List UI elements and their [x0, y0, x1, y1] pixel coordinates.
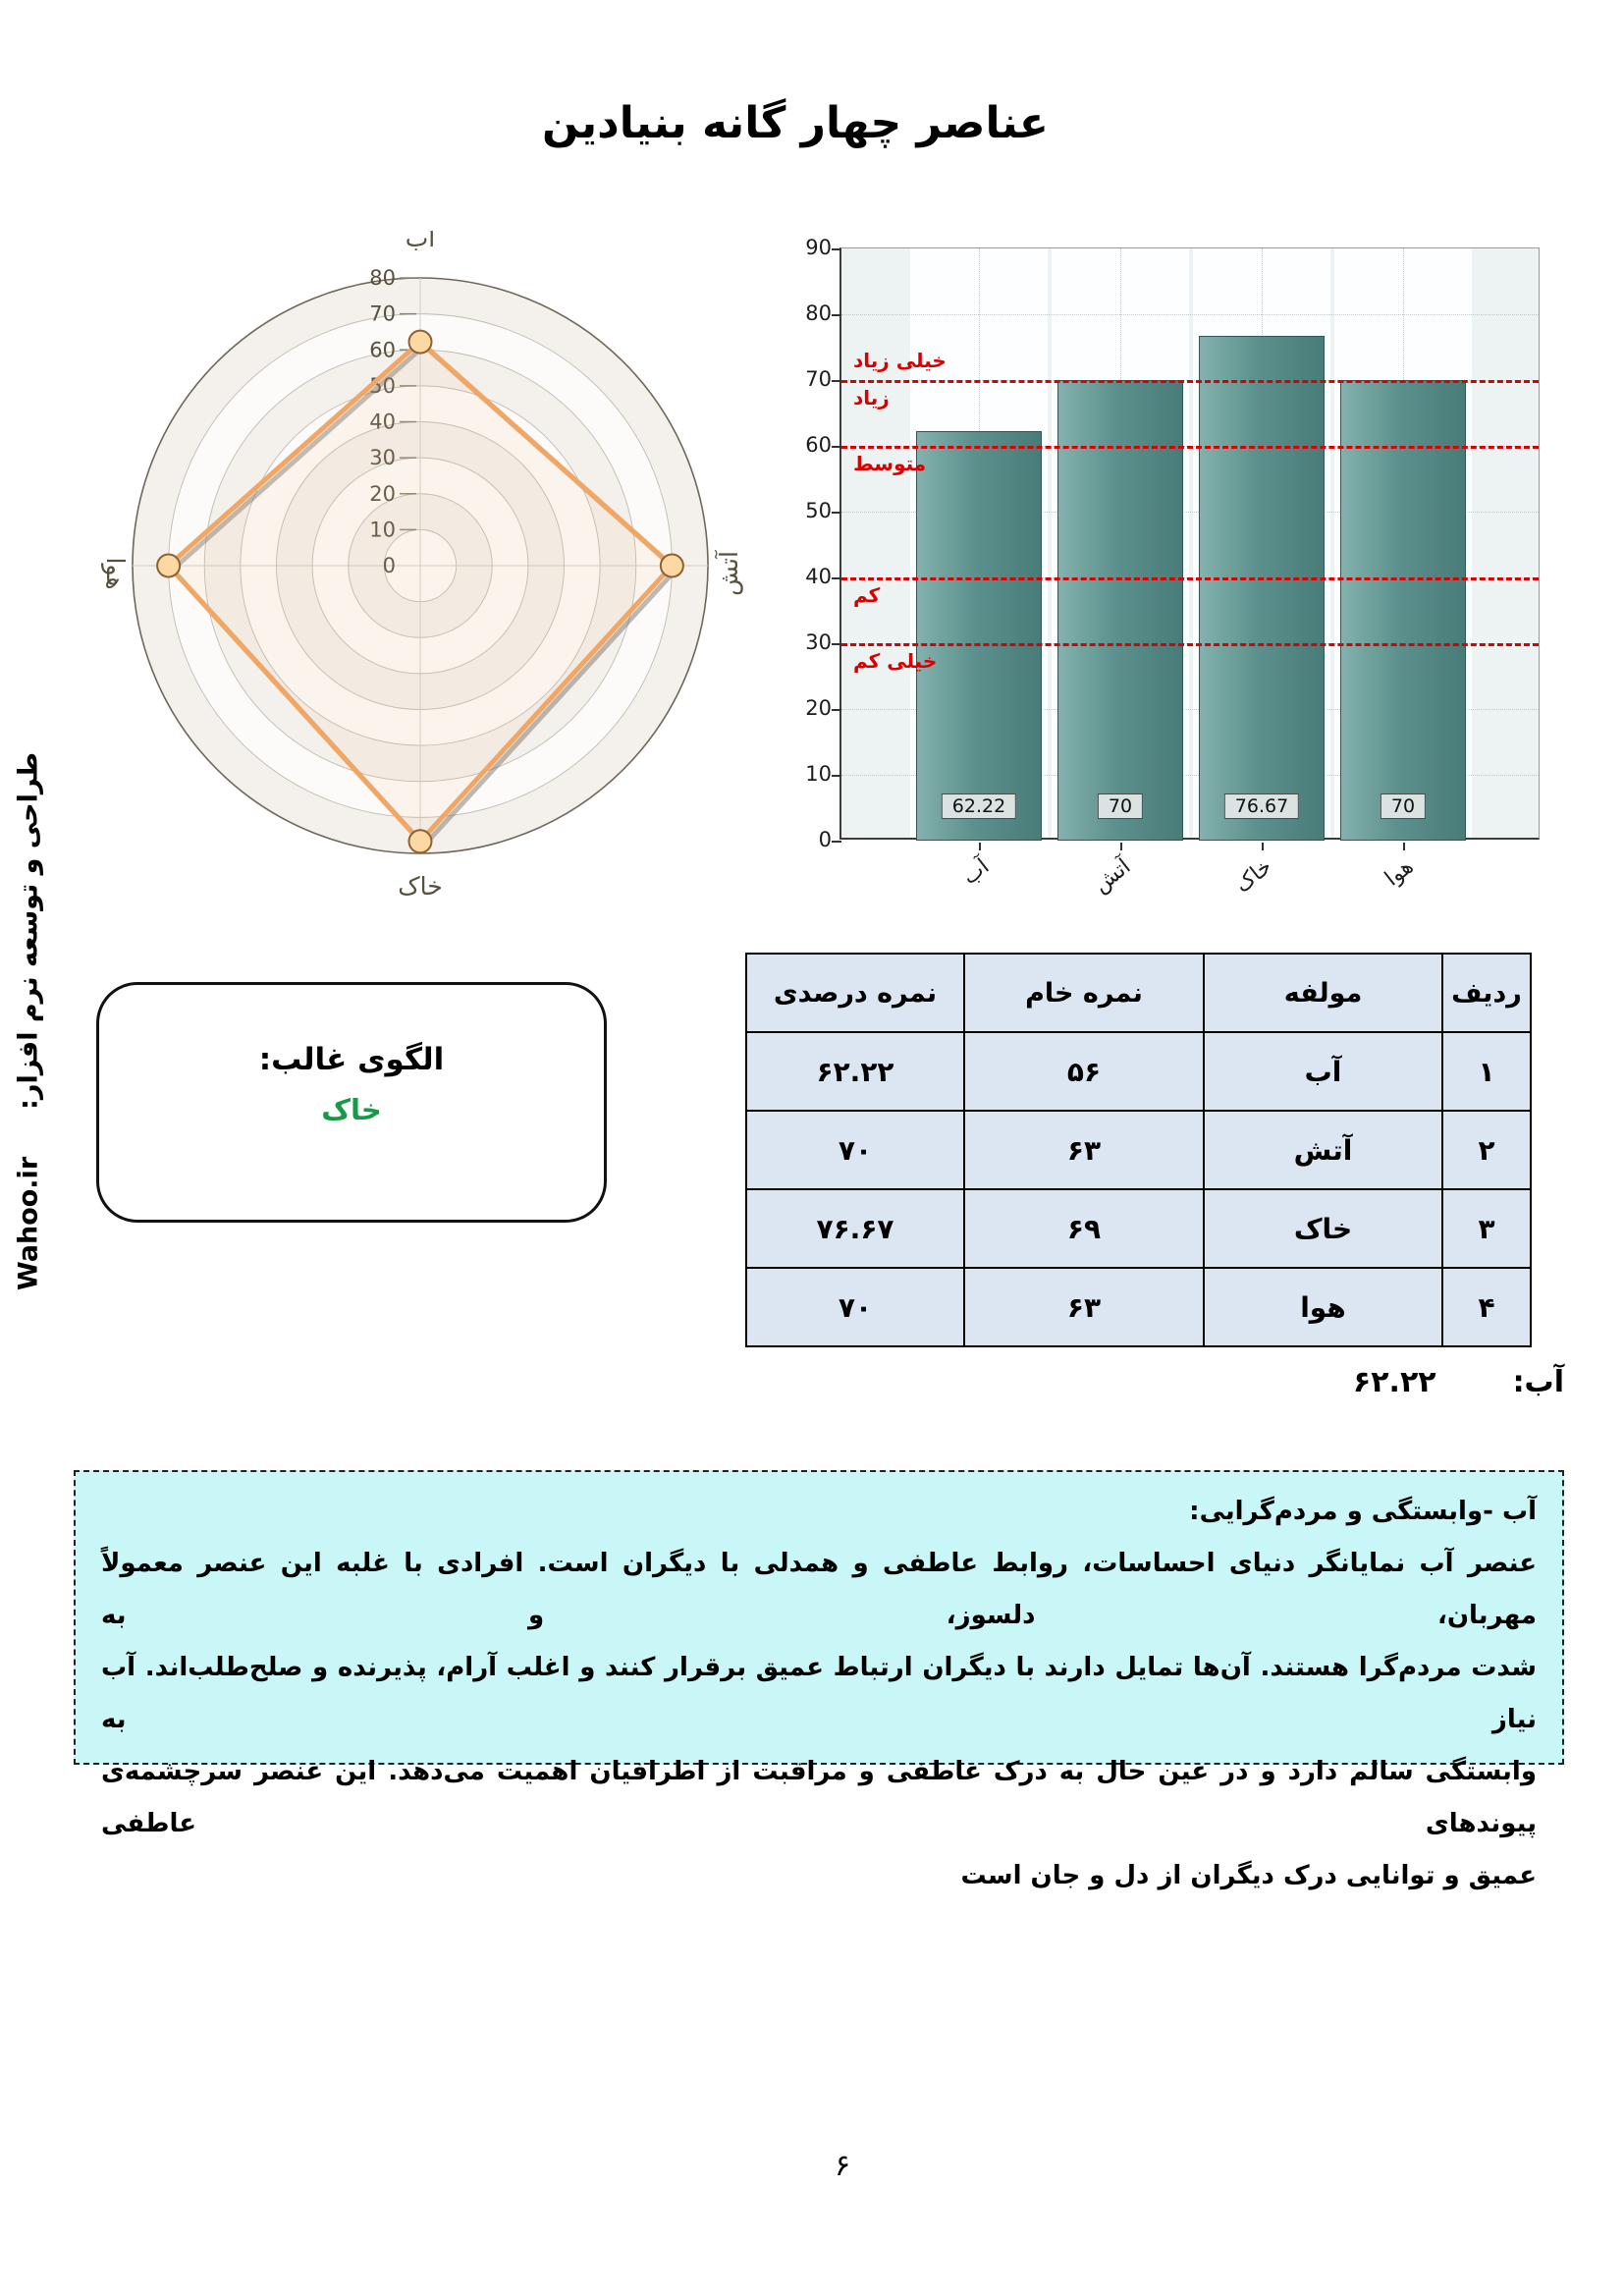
table-cell: ۱ — [1442, 1032, 1531, 1111]
y-axis-label: 30 — [805, 630, 832, 654]
y-axis-tick — [832, 841, 841, 843]
bar — [1057, 380, 1183, 841]
x-axis-label: آتش — [1089, 854, 1136, 899]
radar-tick-label: 80 — [369, 266, 396, 290]
bar — [916, 431, 1042, 841]
y-axis-tick — [832, 775, 841, 777]
water-score-line — [1139, 1365, 1564, 1399]
y-axis-label: 10 — [805, 762, 832, 786]
y-axis-tick — [832, 709, 841, 711]
y-axis-tick — [832, 248, 841, 250]
table-cell: آب — [1204, 1032, 1442, 1111]
radar-chart — [83, 231, 761, 918]
radar-tick-label: 70 — [369, 301, 396, 326]
threshold-line — [841, 446, 1539, 449]
table-cell: ۶۲.۲۲ — [746, 1032, 964, 1111]
bar-value-label: 62.22 — [942, 793, 1016, 819]
table-cell: هوا — [1204, 1268, 1442, 1346]
table-cell: ۲ — [1442, 1111, 1531, 1189]
designer-credit-site: Wahoo.ir — [13, 1156, 44, 1291]
designer-credit-text: طراحی و توسعه نرم افزار: — [13, 751, 44, 1110]
x-axis-label: خاک — [1230, 854, 1277, 899]
table-cell: ۵۶ — [964, 1032, 1204, 1111]
threshold-label: زیاد — [853, 386, 890, 410]
x-axis-tick — [979, 843, 981, 850]
table-cell: ۷۶.۶۷ — [746, 1189, 964, 1268]
description-line: شدت مردم‌گرا هستند. آن‌ها تمایل دارند با دیگران ارتباط عمیق برقرار کنند و اغلب آرام، پذیرنده و صلح‌طلب‌اند. آب نیاز به — [101, 1653, 1537, 1734]
water-description-box — [74, 1470, 1564, 1890]
dominant-pattern-value: خاک — [321, 1093, 382, 1126]
radar-chart-svg — [83, 231, 761, 918]
radar-marker — [409, 331, 432, 354]
y-axis-label: 90 — [805, 236, 832, 259]
y-axis-tick — [832, 314, 841, 316]
designer-credit — [14, 752, 44, 1290]
x-axis-tick — [1262, 843, 1264, 850]
table-row — [746, 1268, 1531, 1346]
radar-axis-name: خاک — [398, 872, 443, 901]
table-cell: ۴ — [1442, 1268, 1531, 1346]
table-cell: ۶۳ — [964, 1268, 1204, 1346]
y-axis-label: 80 — [805, 301, 832, 325]
y-axis-tick — [832, 446, 841, 448]
col-header-component: مولفه — [1204, 954, 1442, 1032]
y-axis-tick — [832, 380, 841, 382]
y-axis-label: 60 — [805, 433, 832, 457]
radar-marker — [409, 830, 432, 852]
threshold-label: خیلی کم — [853, 649, 938, 673]
radar-marker — [661, 555, 683, 577]
bar-value-label: 70 — [1098, 793, 1143, 819]
x-axis-label: هوا — [1380, 854, 1419, 892]
threshold-line — [841, 643, 1539, 646]
y-axis-label: 70 — [805, 367, 832, 391]
table-cell: ۷۰ — [746, 1268, 964, 1346]
description-title: آب -وابستگی و مردم‌گرایی: — [1189, 1497, 1537, 1526]
table-header-row — [746, 954, 1531, 1032]
table-cell: ۷۰ — [746, 1111, 964, 1189]
description-line: عمیق و توانایی درک دیگران از دل و جان است — [960, 1861, 1537, 1890]
table-cell: آتش — [1204, 1111, 1442, 1189]
table-cell: خاک — [1204, 1189, 1442, 1268]
x-axis-tick — [1403, 843, 1405, 850]
y-axis-label: 0 — [818, 828, 832, 851]
page-number: ۶ — [834, 2149, 851, 2183]
y-axis-tick — [832, 643, 841, 645]
threshold-label: متوسط — [853, 452, 927, 475]
table-cell: ۶۳ — [964, 1111, 1204, 1189]
table-row — [746, 1189, 1531, 1268]
threshold-line — [841, 577, 1539, 580]
y-axis-tick — [832, 512, 841, 514]
radar-tick-label: 60 — [369, 338, 396, 362]
bar — [1340, 380, 1466, 841]
y-axis-label: 50 — [805, 499, 832, 522]
description-line: عنصر آب نمایانگر دنیای احساسات، روابط عاطفی و همدلی با دیگران است. افرادی با غلبه این عنصر معمولاً مهربان، دلسوز، و به — [101, 1549, 1537, 1630]
table-row — [746, 1111, 1531, 1189]
water-score-label: آب: — [1512, 1365, 1564, 1399]
threshold-label: خیلی زیاد — [853, 349, 947, 372]
bar-value-label: 76.67 — [1224, 793, 1299, 819]
y-axis-tick — [832, 577, 841, 579]
bar-value-label: 70 — [1380, 793, 1426, 819]
radar-marker — [157, 555, 180, 577]
description-line: وابستگی سالم دارد و در عین حال به درک عاطفی و مراقبت از اطرافیان اهمیت می‌دهد. این عنصر سرچشمه‌ی پیوندهای عاطفی — [101, 1757, 1537, 1838]
radar-axis-name: هوا — [101, 557, 130, 590]
table-cell: ۳ — [1442, 1189, 1531, 1268]
radar-axis-name: آب — [405, 231, 436, 252]
page-title: عناصر چهار گانه بنیادین — [542, 98, 1049, 148]
x-axis-label: آب — [957, 854, 995, 891]
radar-axis-name: آتش — [715, 551, 743, 596]
table-row — [746, 1032, 1531, 1111]
col-header-percent: نمره درصدی — [746, 954, 964, 1032]
y-axis-label: 20 — [805, 696, 832, 720]
table-cell: ۶۹ — [964, 1189, 1204, 1268]
water-score-value: ۶۲.۲۲ — [1352, 1365, 1436, 1399]
col-header-row-number: ردیف — [1442, 954, 1531, 1032]
dominant-pattern-box — [96, 982, 607, 1223]
y-gridline — [841, 314, 1539, 315]
threshold-line — [841, 380, 1539, 383]
bar-chart — [805, 236, 1540, 899]
bar — [1199, 336, 1325, 841]
score-table — [745, 953, 1532, 1347]
col-header-raw-score: نمره خام — [964, 954, 1204, 1032]
y-axis-label: 40 — [805, 565, 832, 588]
dominant-pattern-label: الگوی غالب: — [258, 1042, 445, 1077]
x-axis-tick — [1120, 843, 1122, 850]
threshold-label: کم — [853, 583, 881, 607]
